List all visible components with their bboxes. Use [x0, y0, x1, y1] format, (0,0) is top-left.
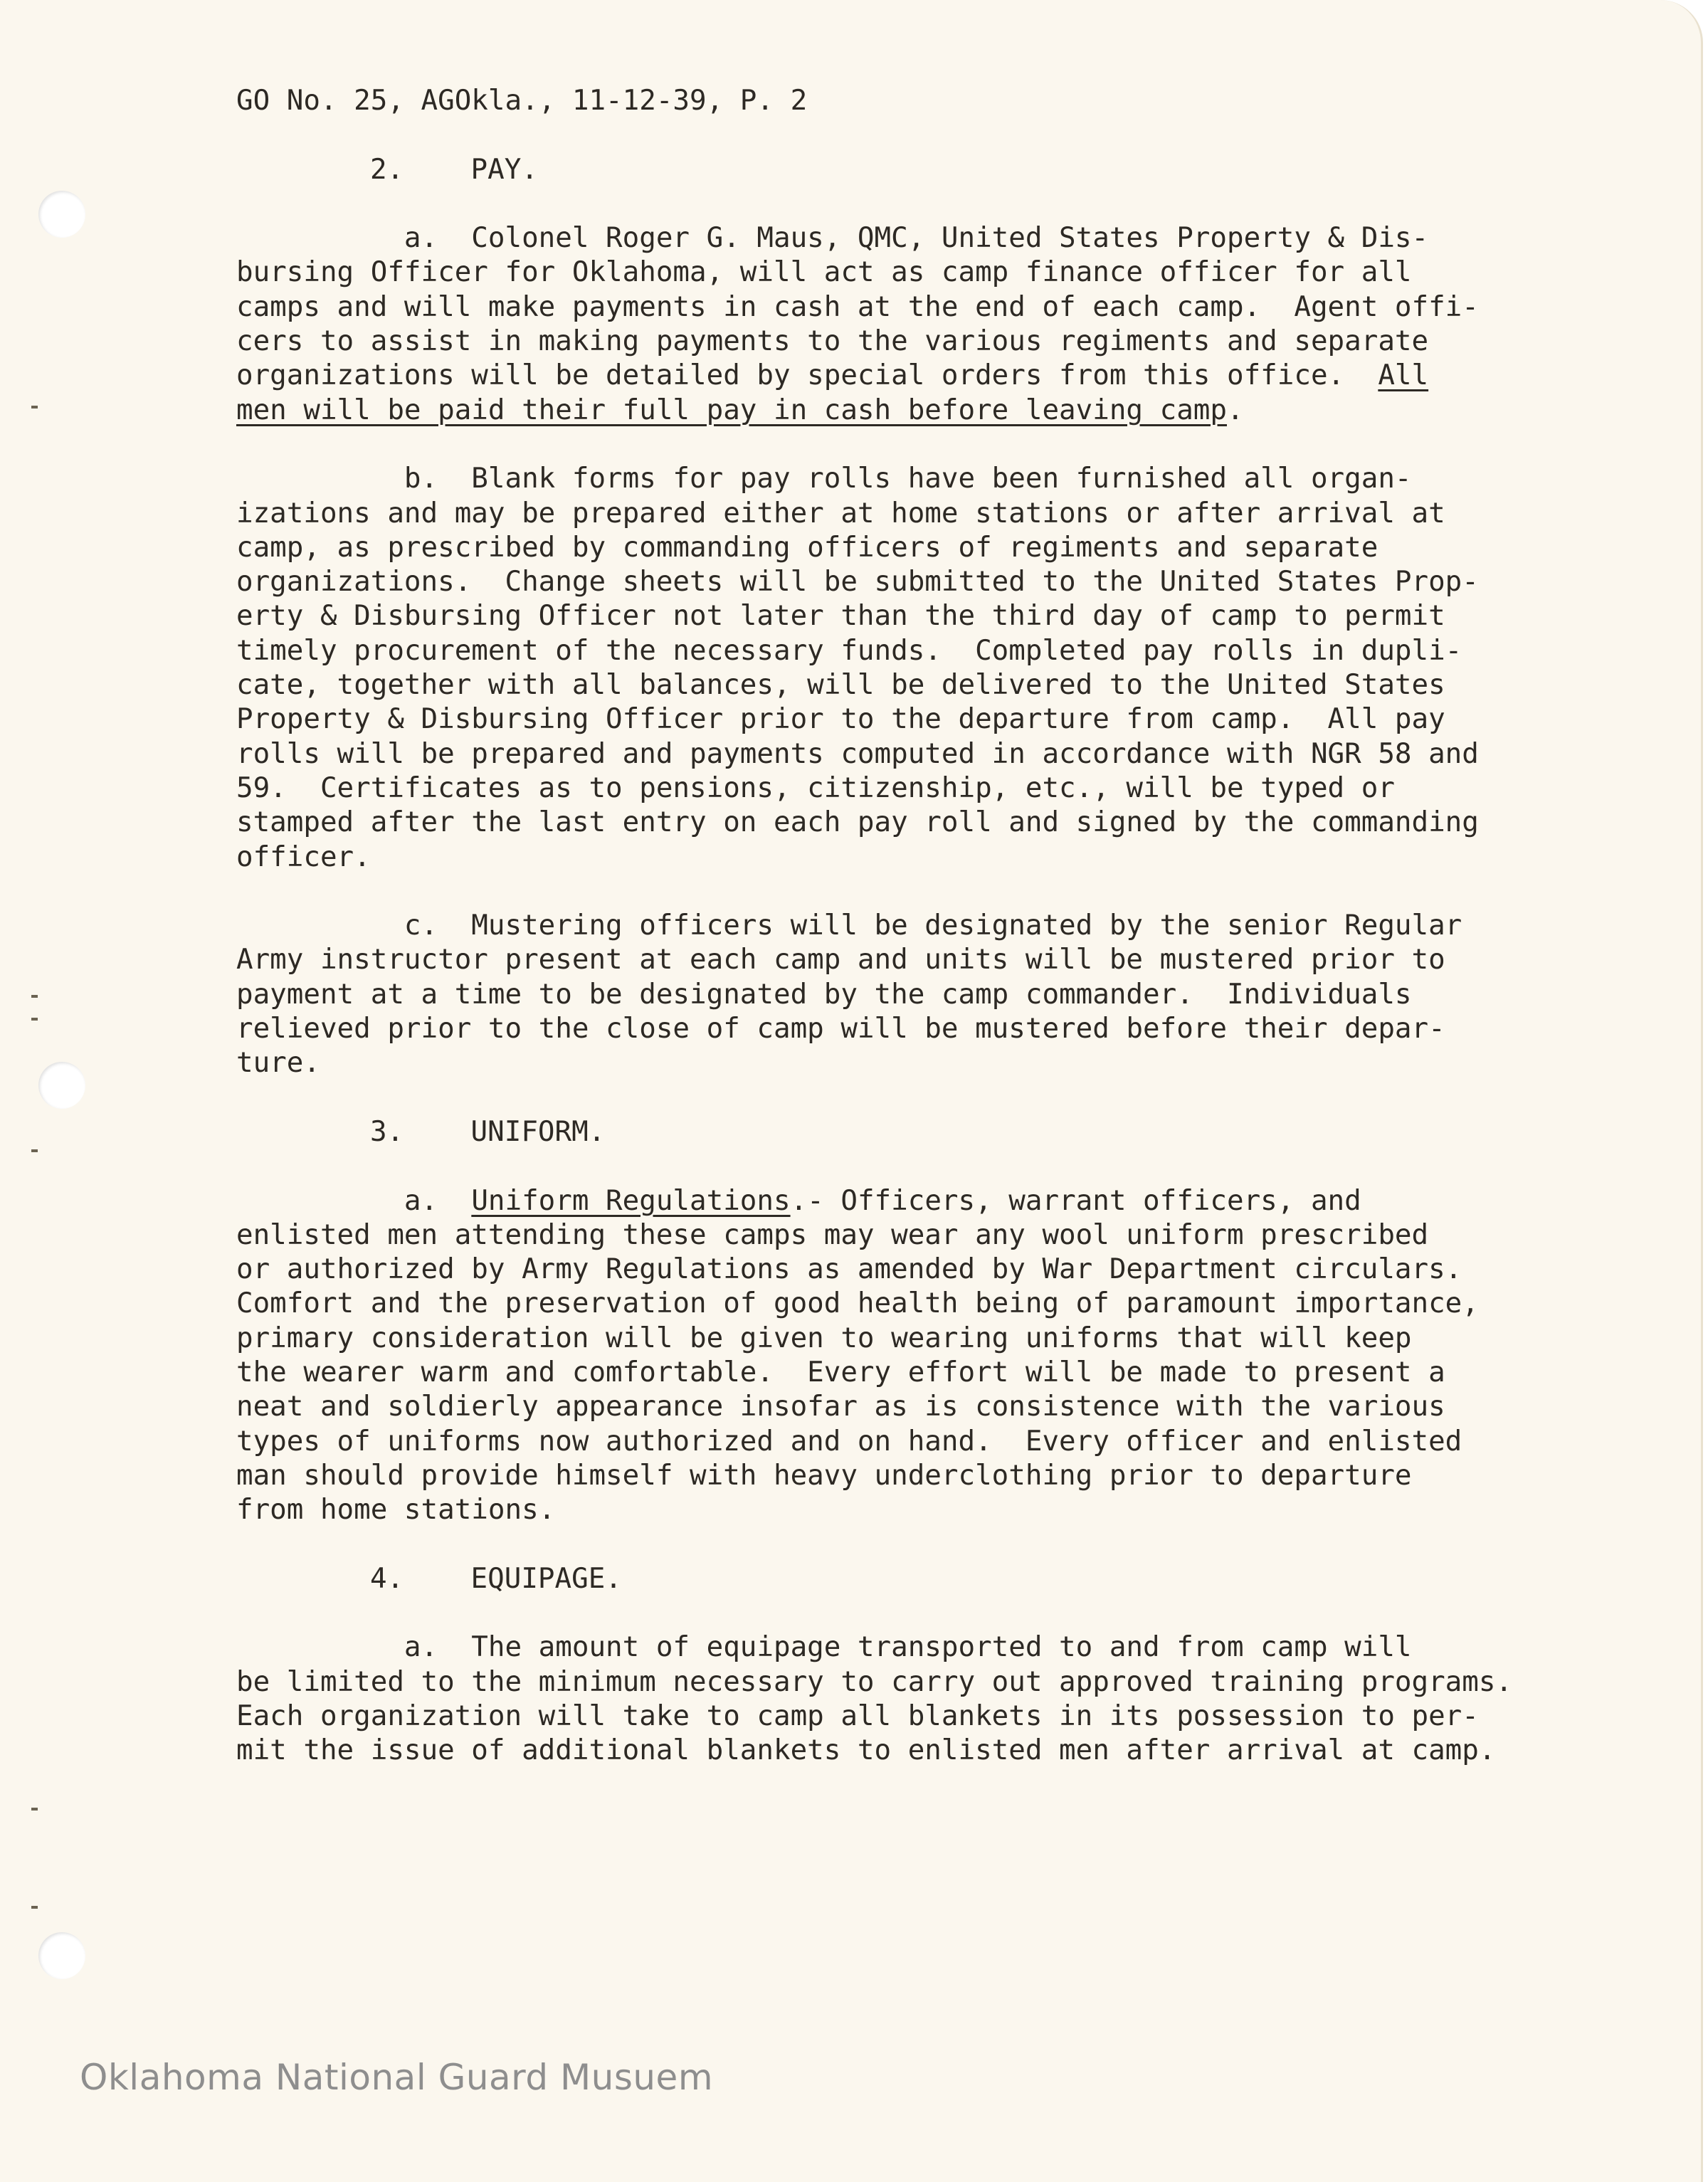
- text-line: [236, 359, 1631, 393]
- punch-hole: [38, 1062, 85, 1109]
- text-line: stamped after the last entry on each pay roll and signed by the commanding: [236, 806, 1479, 839]
- underlined-text: Uniform Regulations: [471, 1184, 791, 1217]
- margin-mark: [31, 995, 38, 998]
- paragraph-pay-a: [236, 221, 1631, 428]
- text-line: primary consideration will be given to wearing uniforms that will keep: [236, 1322, 1412, 1354]
- text-segment: a.: [236, 1184, 472, 1217]
- text-line: ture.: [236, 1047, 320, 1080]
- text-line: officer.: [236, 840, 371, 873]
- paragraph-pay-c: [236, 909, 1631, 1080]
- margin-mark: [31, 1018, 38, 1021]
- text-line: the wearer warm and comfortable. Every effort will be made to present a: [236, 1356, 1445, 1388]
- text-line: cers to assist in making payments to the various regiments and separate: [236, 325, 1429, 358]
- paragraph-uniform-a: [236, 1184, 1631, 1528]
- margin-mark: [31, 1808, 38, 1811]
- text-line: neat and soldierly appearance insofar as is consistence with the various: [236, 1391, 1445, 1423]
- underlined-text: All: [1378, 359, 1429, 392]
- text-line: mit the issue of additional blankets to enlisted men after arrival at camp.: [236, 1734, 1496, 1767]
- margin-mark: [31, 1149, 38, 1152]
- margin-mark: [31, 1906, 38, 1909]
- text-line: a. The amount of equipage transported to and from camp will: [236, 1631, 1412, 1664]
- punch-hole: [38, 191, 85, 238]
- text-segment: .: [1226, 394, 1244, 426]
- page-header: GO No. 25, AGOkla., 11-12-39, P. 2: [236, 85, 808, 117]
- text-line: Comfort and the preservation of good health being of paramount importance,: [236, 1287, 1479, 1320]
- text-line: organizations. Change sheets will be submitted to the United States Prop-: [236, 566, 1479, 599]
- text-line: cate, together with all balances, will be delivered to the United States: [236, 669, 1445, 702]
- text-line: b. Blank forms for pay rolls have been furnished all organ-: [236, 463, 1412, 495]
- text-line: a. Colonel Roger G. Maus, QMC, United States Property & Dis-: [236, 222, 1429, 255]
- text-line: payment at a time to be designated by the camp commander. Individuals: [236, 978, 1412, 1011]
- section-heading-pay: 2. PAY.: [370, 153, 538, 186]
- text-line: enlisted men attending these camps may wear any wool uniform prescribed: [236, 1218, 1429, 1251]
- museum-watermark: Oklahoma National Guard Musuem: [80, 2057, 714, 2098]
- text-line: 59. Certificates as to pensions, citizenship, etc., will be typed or: [236, 771, 1395, 804]
- section-heading-uniform: 3. UNIFORM.: [370, 1115, 606, 1148]
- text-line: bursing Officer for Oklahoma, will act as camp finance officer for all: [236, 256, 1412, 289]
- text-line: [236, 394, 1631, 428]
- text-line: Each organization will take to camp all blankets in its possession to per-: [236, 1699, 1479, 1732]
- text-segment: organizations will be detailed by special orders from this office.: [236, 359, 1378, 392]
- text-line: Army instructor present at each camp and units will be mustered prior to: [236, 944, 1445, 976]
- text-line: man should provide himself with heavy underclothing prior to departure: [236, 1459, 1412, 1492]
- underlined-text: men will be paid their full pay in cash before leaving camp: [236, 394, 1227, 426]
- punch-hole: [38, 1932, 85, 1979]
- typed-document: [236, 84, 1631, 1769]
- text-line: [236, 1184, 1631, 1218]
- text-line: types of uniforms now authorized and on hand. Every officer and enlisted: [236, 1425, 1462, 1458]
- text-line: izations and may be prepared either at home stations or after arrival at: [236, 497, 1445, 529]
- section-heading-equipage: 4. EQUIPAGE.: [370, 1562, 622, 1595]
- paragraph-pay-b: [236, 462, 1631, 875]
- text-line: or authorized by Army Regulations as amended by War Department circulars.: [236, 1253, 1462, 1286]
- text-line: rolls will be prepared and payments computed in accordance with NGR 58 and: [236, 737, 1479, 770]
- text-line: be limited to the minimum necessary to carry out approved training programs.: [236, 1665, 1513, 1698]
- text-line: timely procurement of the necessary funds. Completed pay rolls in dupli-: [236, 634, 1462, 667]
- text-line: c. Mustering officers will be designated by the senior Regular: [236, 910, 1462, 942]
- text-line: camps and will make payments in cash at the end of each camp. Agent offi-: [236, 290, 1479, 323]
- margin-mark: [31, 406, 38, 409]
- text-line: Property & Disbursing Officer prior to the departure from camp. All pay: [236, 703, 1445, 736]
- text-line: from home stations.: [236, 1494, 556, 1527]
- text-segment: .- Officers, warrant officers, and: [790, 1184, 1361, 1217]
- text-line: camp, as prescribed by commanding officers of regiments and separate: [236, 531, 1378, 564]
- text-line: relieved prior to the close of camp will be mustered before their depar-: [236, 1013, 1445, 1045]
- paragraph-equipage-a: [236, 1630, 1631, 1768]
- text-line: erty & Disbursing Officer not later than the third day of camp to permit: [236, 600, 1445, 633]
